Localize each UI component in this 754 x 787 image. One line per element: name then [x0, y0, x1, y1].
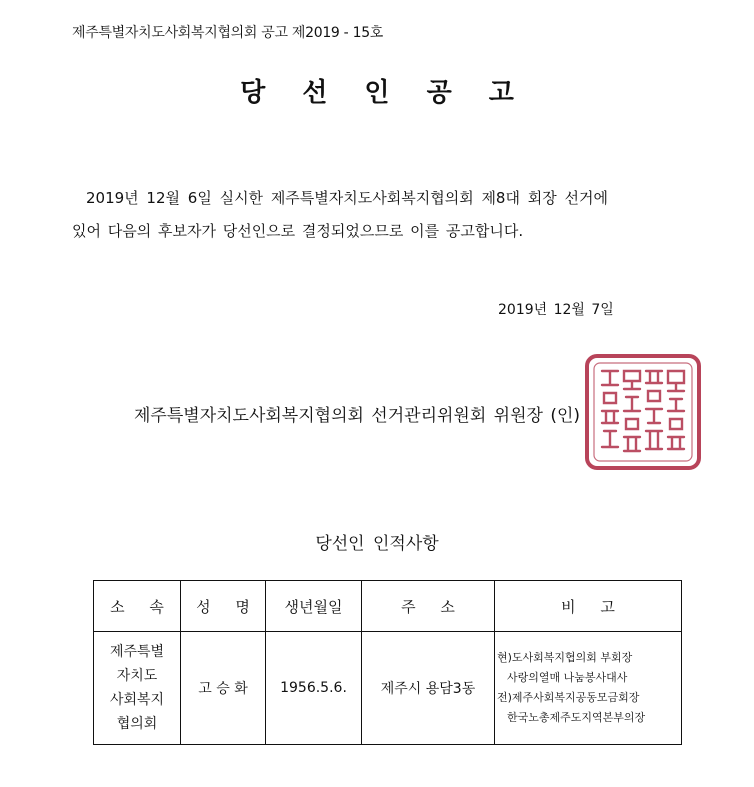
header-birthdate: 생년월일 [266, 581, 362, 632]
body-line-2: 있어 다음의 후보자가 당선인으로 결정되었으므로 이를 공고합니다. [72, 222, 524, 240]
remark-line: 현)도사회복지협의회 부회장 [497, 651, 633, 664]
table-header-row [94, 581, 682, 632]
affiliation-line: 협의회 [116, 716, 158, 732]
issue-date: 2019년 12월 7일 [498, 302, 614, 318]
affiliation-line: 자치도 [116, 668, 158, 684]
notice-number: 제주특별자치도사회복지협의회 공고 제2019 - 15호 [72, 25, 384, 41]
affiliation-line: 사회복지 [109, 692, 165, 708]
winner-info-table [93, 580, 682, 745]
cell-name: 고 승 화 [181, 632, 266, 745]
committee-signature: 제주특별자치도사회복지협의회 선거관리위원회 위원장 (인) [134, 406, 581, 426]
cell-address: 제주시 용담3동 [362, 632, 495, 745]
cell-remarks [495, 632, 682, 745]
official-seal-icon [584, 353, 702, 471]
document-title: 당 선 인 공 고 [240, 78, 528, 108]
header-address: 주 소 [362, 581, 495, 632]
winner-info-heading: 당선인 인적사항 [315, 534, 439, 554]
cell-affiliation [94, 632, 181, 745]
announcement-body [72, 182, 687, 248]
header-remarks: 비 고 [495, 581, 682, 632]
remark-line: 사랑의열매 나눔봉사대사 [507, 671, 628, 684]
remark-line: 전)제주사회복지공동모금회장 [497, 691, 640, 704]
remark-line: 한국노총제주도지역본부의장 [507, 711, 646, 724]
cell-birthdate: 1956.5.6. [266, 632, 362, 745]
header-affiliation: 소 속 [94, 581, 181, 632]
header-name: 성 명 [181, 581, 266, 632]
table-row [94, 632, 682, 745]
body-line-1: 2019년 12월 6일 실시한 제주특별자치도사회복지협의회 제8대 회장 선거에 [86, 189, 608, 207]
affiliation-line: 제주특별 [109, 644, 165, 660]
